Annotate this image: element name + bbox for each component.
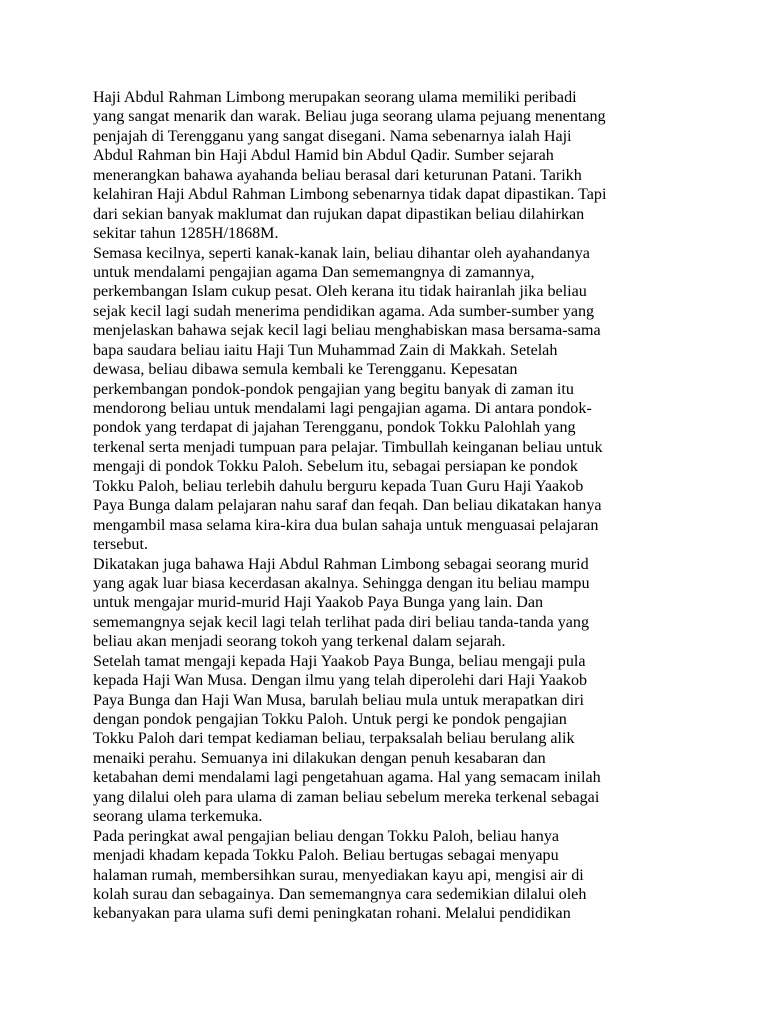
text-line: Setelah tamat mengaji kepada Haji Yaakob Paya Bunga, beliau mengaji pula: [93, 652, 586, 670]
text-line: untuk mendalami pengajian agama Dan sememangnya di zamannya,: [93, 263, 535, 281]
text-line: tersebut.: [93, 536, 148, 554]
text-line: menjadi khadam kepada Tokku Paloh. Beliau bertugas sebagai menyapu: [93, 847, 559, 865]
text-line: sekitar tahun 1285H/1868M.: [93, 225, 279, 243]
text-line: mengambil masa selama kira-kira dua bulan sahaja untuk menguasai pelajaran: [93, 516, 599, 534]
text-line: menjelaskan bahawa sejak kecil lagi beliau menghabiskan masa bersama-sama: [93, 322, 601, 340]
text-line: Tokku Paloh, beliau terlebih dahulu berguru kepada Tuan Guru Haji Yaakob: [93, 477, 584, 495]
text-line: perkembangan Islam cukup pesat. Oleh kerana itu tidak hairanlah jika beliau: [93, 283, 587, 301]
text-line: yang agak luar biasa kecerdasan akalnya. Sehingga dengan itu beliau mampu: [93, 574, 590, 592]
text-line: sememangnya sejak kecil lagi telah terlihat pada diri beliau tanda-tanda yang: [93, 613, 590, 631]
text-line: yang sangat menarik dan warak. Beliau juga seorang ulama pejuang menentang: [93, 108, 606, 126]
text-line: ketabahan demi mendalami lagi pengetahuan agama. Hal yang semacam inilah: [93, 769, 601, 787]
text-line: sejak kecil lagi sudah menerima pendidikan agama. Ada sumber-sumber yang: [93, 302, 595, 320]
text-line: dari sekian banyak maklumat dan rujukan dapat dipastikan beliau dilahirkan: [93, 205, 585, 223]
text-line: menerangkan bahawa ayahanda beliau berasal dari keturunan Patani. Tarikh: [93, 166, 582, 184]
text-line: Haji Abdul Rahman Limbong merupakan seorang ulama memiliki peribadi: [93, 89, 577, 106]
text-line: kelahiran Haji Abdul Rahman Limbong sebenarnya tidak dapat dipastikan. Tapi: [93, 186, 607, 204]
text-line: dengan pondok pengajian Tokku Paloh. Untuk pergi ke pondok pengajian: [93, 711, 567, 728]
text-line: Tokku Paloh dari tempat kediaman beliau, terpaksalah beliau berulang alik: [93, 730, 575, 748]
text-line: Pada peringkat awal pengajian beliau dengan Tokku Paloh, beliau hanya: [93, 827, 560, 845]
text-line: untuk mengajar murid-murid Haji Yaakob Paya Bunga yang lain. Dan: [93, 594, 544, 612]
text-line: beliau akan menjadi seorang tokoh yang terkenal dalam sejarah.: [93, 633, 506, 651]
text-line: terkenal serta menjadi tumpuan para pelajar. Timbullah keinganan beliau untuk: [93, 438, 603, 456]
text-line: Paya Bunga dan Haji Wan Musa, barulah beliau mula untuk merapatkan diri: [93, 691, 584, 709]
text-line: kebanyakan para ulama sufi demi peningkatan rohani. Melalui pendidikan: [93, 905, 571, 923]
text-line: kolah surau dan sebagainya. Dan sememangnya cara sedemikian dilalui oleh: [93, 885, 587, 903]
text-line: penjajah di Terengganu yang sangat disegani. Nama sebenarnya ialah Haji: [93, 127, 572, 145]
body-text: [93, 88, 693, 924]
text-line: halaman rumah, membersihkan surau, menyediakan kayu api, mengisi air di: [93, 866, 584, 884]
text-line: Dikatakan juga bahawa Haji Abdul Rahman Limbong sebagai seorang murid: [93, 555, 589, 573]
text-line: mendorong beliau untuk mendalami lagi pengajian agama. Di antara pondok-: [93, 400, 592, 417]
text-line: menaiki perahu. Semuanya ini dilakukan dengan penuh kesabaran dan: [93, 749, 546, 767]
text-line: Semasa kecilnya, seperti kanak-kanak lain, beliau dihantar oleh ayahandanya: [93, 244, 590, 262]
text-line: kepada Haji Wan Musa. Dengan ilmu yang telah diperolehi dari Haji Yaakob: [93, 672, 588, 690]
text-line: dewasa, beliau dibawa semula kembali ke Terengganu. Kepesatan: [93, 361, 518, 379]
text-line: bapa saudara beliau iaitu Haji Tun Muhammad Zain di Makkah. Setelah: [93, 341, 558, 359]
text-line: mengaji di pondok Tokku Paloh. Sebelum itu, sebagai persiapan ke pondok: [93, 458, 578, 476]
text-line: seorang ulama terkemuka.: [93, 808, 263, 826]
text-line: Paya Bunga dalam pelajaran nahu saraf dan feqah. Dan beliau dikatakan hanya: [93, 497, 602, 515]
text-line: perkembangan pondok-pondok pengajian yang begitu banyak di zaman itu: [93, 380, 574, 398]
text-line: yang dilalui oleh para ulama di zaman beliau sebelum mereka terkenal sebagai: [93, 788, 600, 806]
text-line: pondok yang terdapat di jajahan Terengganu, pondok Tokku Palohlah yang: [93, 419, 576, 437]
text-line: Abdul Rahman bin Haji Abdul Hamid bin Abdul Qadir. Sumber sejarah: [93, 147, 554, 165]
